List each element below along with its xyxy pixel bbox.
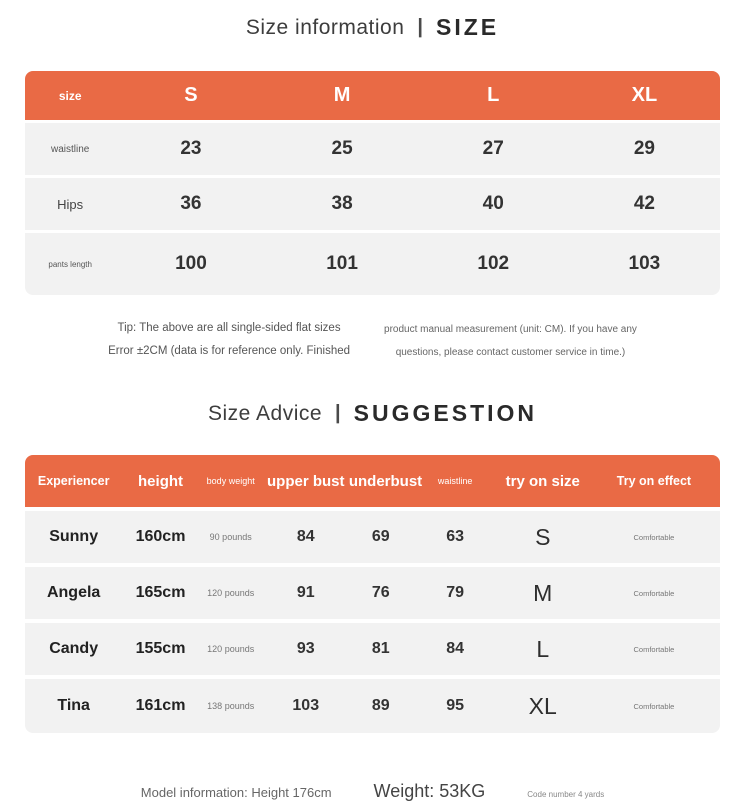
cell-waistline: 63 <box>446 528 465 545</box>
cell-value: 29 <box>633 138 655 159</box>
size-table-header-xl: XL <box>631 84 658 106</box>
cell-name: Angela <box>46 584 101 601</box>
row-label: pants length <box>48 259 92 269</box>
table-row-tina <box>25 679 720 733</box>
cell-weight: 120 pounds <box>207 588 255 598</box>
cell-upper-bust: 93 <box>296 640 315 657</box>
model-weight-text: Weight: 53KG <box>373 781 486 801</box>
size-table <box>25 71 720 295</box>
table-row-waistline <box>25 123 720 175</box>
cell-waistline: 79 <box>446 584 465 601</box>
cell-try-on-size: M <box>533 579 553 606</box>
title-divider: | <box>335 402 341 424</box>
cell-value: 103 <box>628 253 661 274</box>
cell-height: 161cm <box>135 697 186 714</box>
cell-waistline: 95 <box>446 697 465 714</box>
tip-left-column <box>108 317 350 363</box>
header-upper-bust: upper bust <box>267 472 345 490</box>
cell-try-on-effect: Comfortable <box>633 644 675 654</box>
size-table-header-label: size <box>58 88 82 103</box>
advice-table-header <box>25 455 720 507</box>
header-underbust: underbust <box>348 472 423 490</box>
cell-value: 101 <box>326 253 358 274</box>
cell-height: 160cm <box>135 528 186 545</box>
cell-weight: 90 pounds <box>209 532 252 542</box>
tip-line: product manual measurement (unit: CM). If you have any <box>384 324 637 335</box>
header-waistline: waistline <box>437 476 473 486</box>
advice-section-title <box>0 400 745 427</box>
cell-height: 155cm <box>135 640 186 657</box>
cell-underbust: 76 <box>371 584 390 601</box>
table-row-sunny <box>25 511 720 563</box>
advice-title-text: Size Advice <box>207 401 323 425</box>
model-code-text: Code number 4 yards <box>527 790 605 799</box>
cell-try-on-size: L <box>536 635 550 662</box>
cell-name: Sunny <box>49 528 99 545</box>
size-table-header-m: M <box>333 84 351 106</box>
advice-title-heading: SUGGESTION <box>353 400 538 426</box>
cell-value: 27 <box>482 138 504 159</box>
header-try-on-size: try on size <box>505 472 580 490</box>
header-height: height <box>138 472 184 490</box>
tip-line: Error ±2CM (data is for reference only. Finished <box>108 345 351 357</box>
cell-try-on-effect: Comfortable <box>633 701 675 711</box>
size-title-text: Size information <box>245 15 405 39</box>
cell-try-on-size: S <box>535 523 551 550</box>
tip-right-column <box>384 317 637 364</box>
cell-underbust: 89 <box>371 697 390 714</box>
advice-table <box>25 455 720 733</box>
header-body-weight: body weight <box>206 476 255 486</box>
cell-value: 42 <box>633 193 655 214</box>
cell-weight: 120 pounds <box>207 644 255 654</box>
model-info-text: Model information: Height 176cm <box>140 785 332 800</box>
size-section-title <box>0 0 745 41</box>
cell-underbust: 81 <box>371 640 390 657</box>
measurement-tip <box>0 317 745 364</box>
table-row-angela <box>25 567 720 619</box>
cell-value: 36 <box>180 193 202 214</box>
cell-try-on-effect: Comfortable <box>633 588 675 598</box>
row-label: Hips <box>57 196 84 212</box>
cell-try-on-effect: Comfortable <box>633 532 675 542</box>
cell-value: 38 <box>331 193 353 214</box>
cell-upper-bust: 91 <box>296 584 315 601</box>
cell-upper-bust: 84 <box>296 528 315 545</box>
cell-value: 102 <box>477 253 510 274</box>
model-info-bar <box>0 781 745 802</box>
table-row-hips <box>25 178 720 230</box>
tip-line: questions, please contact customer service in time.) <box>395 347 626 358</box>
tip-line: Tip: The above are all single-sided flat sizes <box>117 322 341 334</box>
cell-upper-bust: 103 <box>292 697 320 714</box>
size-title-heading: SIZE <box>436 14 500 40</box>
cell-height: 165cm <box>135 584 186 601</box>
cell-weight: 138 pounds <box>207 701 255 711</box>
table-row-candy <box>25 623 720 675</box>
cell-value: 100 <box>175 253 207 274</box>
title-divider: | <box>417 16 424 38</box>
cell-name: Tina <box>57 697 90 714</box>
header-try-on-effect: Try on effect <box>616 474 692 488</box>
cell-underbust: 69 <box>371 528 390 545</box>
size-table-header-l: L <box>487 84 500 106</box>
cell-value: 25 <box>331 138 353 159</box>
cell-name: Candy <box>49 640 99 657</box>
size-table-header-s: S <box>184 84 198 106</box>
cell-try-on-size: XL <box>528 692 557 719</box>
size-table-header <box>25 71 720 120</box>
table-row-pants-length <box>25 233 720 295</box>
cell-waistline: 84 <box>446 640 465 657</box>
cell-value: 40 <box>482 193 504 214</box>
row-label: waistline <box>50 143 90 155</box>
cell-value: 23 <box>180 138 202 159</box>
header-experiencer: Experiencer <box>37 474 110 488</box>
